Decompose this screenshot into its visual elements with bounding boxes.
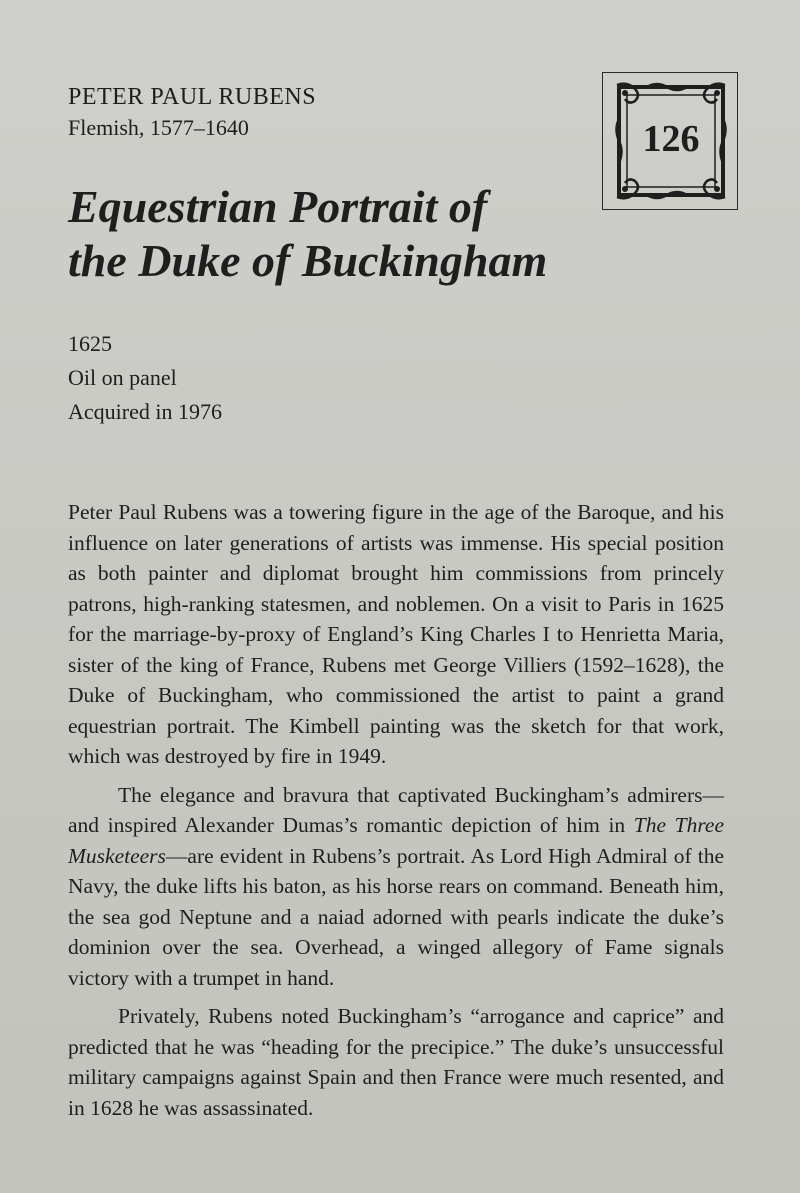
artwork-medium: Oil on panel — [68, 365, 177, 390]
artwork-year: 1625 — [68, 331, 112, 356]
artwork-title-line-2: the Duke of Buckingham — [68, 235, 548, 286]
artwork-acquisition: Acquired in 1976 — [68, 399, 222, 424]
artwork-details — [68, 327, 222, 429]
description-paragraph-2 — [68, 780, 724, 994]
book-title: The Three Musketeers — [68, 813, 724, 868]
catalog-number: 126 — [642, 118, 700, 160]
artwork-title-line-1: Equestrian Portrait of — [68, 181, 488, 232]
description-paragraph-2-part-1: The elegance and bravura that captivated Buckingham’s admirers—and inspired Alexander Dumas’s romantic depiction of him in — [68, 782, 724, 837]
artist-nationality-dates: Flemish, 1577–1640 — [68, 115, 249, 140]
artwork-description — [68, 497, 724, 1131]
description-paragraph-3: Privately, Rubens noted Buckingham’s “arrogance and caprice” and predicted that he was “heading for the precipice.” The duke’s unsuccessful military campaigns against Spain and then France were much resented, and in 1628 he was assassinated. — [68, 1004, 724, 1120]
description-paragraph-1: Peter Paul Rubens was a towering figure in the age of the Baroque, and his influence on later generations of artists was immense. His special position as both painter and diplomat brought him commissions from princely patrons, high-ranking statesmen, and noblemen. On a visit to Paris in 1625 for the marriage-by-proxy of England’s King Charles I to Henrietta Maria, sister of the king of France, Rubens met George Villiers (1592–1628), the Duke of Buckingham, who commissioned the artist to paint a grand equestrian portrait. The Kimbell painting was the sketch for that work, which was destroyed by fire in 1949. — [68, 500, 724, 768]
artwork-title — [68, 180, 628, 288]
description-paragraph-2-part-2: —are evident in Rubens’s portrait. As Lord High Admiral of the Navy, the duke lifts his baton, as his horse rears on command. Beneath him, the sea god Neptune and a naiad adorned with pearls indicate the duke’s dominion over the sea. Overhead, a winged allegory of Fame signals victory with a trumpet in hand. — [68, 843, 724, 990]
artist-name: PETER PAUL RUBENS — [68, 84, 317, 110]
